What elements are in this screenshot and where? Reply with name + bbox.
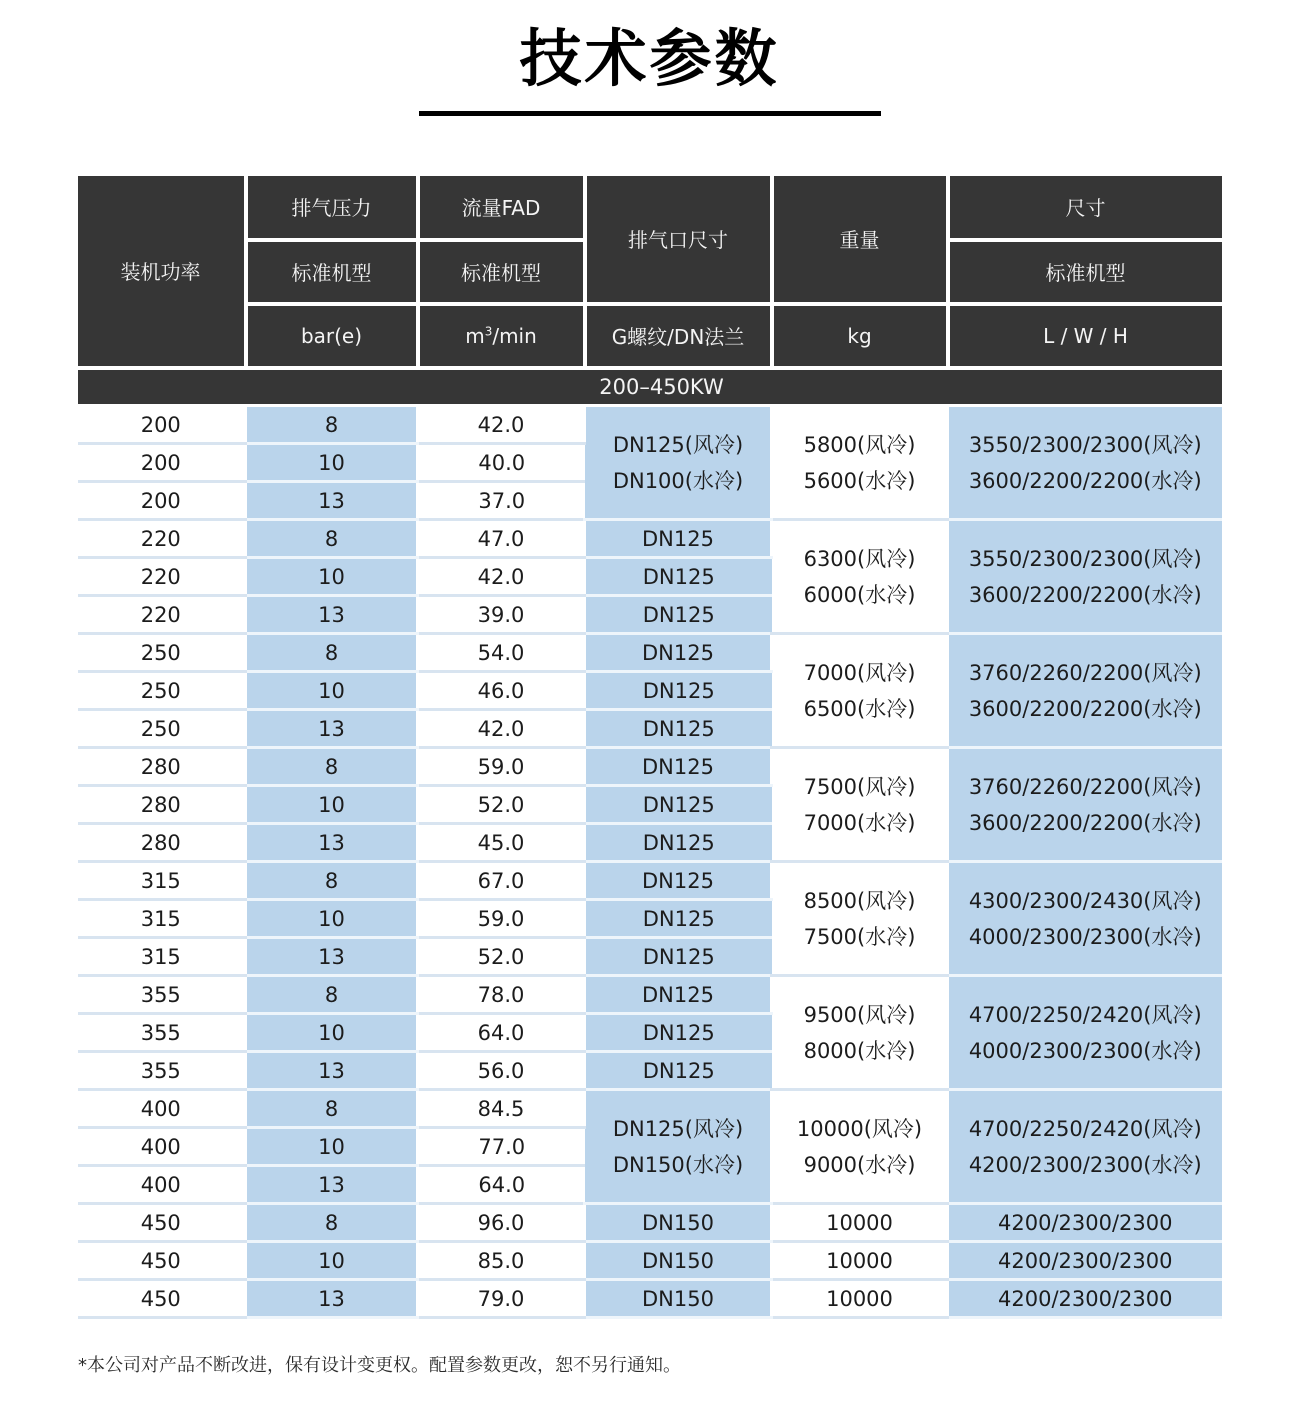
cell-flow: 42.0 <box>418 558 585 596</box>
spec-row <box>78 748 1222 786</box>
cell-pressure: 13 <box>246 596 418 634</box>
header-pressure-unit: bar(e) <box>246 304 418 368</box>
cell-dims <box>948 748 1222 862</box>
cell-power: 200 <box>78 482 246 520</box>
cell-weight-line: 7500(风冷) <box>803 774 916 799</box>
header-flow-title: 流量FAD <box>418 176 585 240</box>
cell-dims-line: 4300/2300/2430(风冷) <box>968 888 1202 913</box>
cell-pressure: 13 <box>246 938 418 976</box>
spec-row <box>78 1280 1222 1318</box>
cell-flow: 54.0 <box>418 634 585 672</box>
cell-pressure: 8 <box>246 406 418 444</box>
spec-row <box>78 976 1222 1014</box>
cell-weight-line: 9000(水冷) <box>803 1152 916 1177</box>
header-row-1 <box>78 176 1222 240</box>
spec-row <box>78 406 1222 444</box>
header-weight-unit: kg <box>772 304 948 368</box>
page-title: 技术参数 <box>519 22 780 95</box>
cell-weight-line: 6000(水冷) <box>803 582 916 607</box>
cell-pressure: 8 <box>246 520 418 558</box>
cell-flow: 42.0 <box>418 710 585 748</box>
cell-outlet: DN150 <box>585 1204 772 1242</box>
cell-dims <box>948 1090 1222 1204</box>
spec-table-body <box>78 368 1222 1318</box>
cell-flow: 78.0 <box>418 976 585 1014</box>
cell-flow: 64.0 <box>418 1166 585 1204</box>
section-label: 200–450KW <box>78 368 1222 406</box>
cell-pressure: 10 <box>246 900 418 938</box>
cell-outlet: DN125 <box>585 558 772 596</box>
cell-dims-line: 3600/2200/2200(水冷) <box>968 468 1202 493</box>
header-flow-sub: 标准机型 <box>418 240 585 304</box>
cell-dims-line: 4000/2300/2300(水冷) <box>968 924 1202 949</box>
cell-flow: 37.0 <box>418 482 585 520</box>
cell-outlet: DN125 <box>585 634 772 672</box>
cell-dims: 4200/2300/2300 <box>948 1204 1222 1242</box>
cell-flow: 79.0 <box>418 1280 585 1318</box>
cell-power: 250 <box>78 672 246 710</box>
cell-power: 220 <box>78 558 246 596</box>
cell-dims-line: 3600/2200/2200(水冷) <box>968 810 1202 835</box>
footnote: *本公司对产品不断改进，保有设计变更权。配置参数更改，恕不另行通知。 <box>78 1355 681 1377</box>
cell-flow: 46.0 <box>418 672 585 710</box>
cell-dims-line: 3550/2300/2300(风冷) <box>968 546 1202 571</box>
cell-flow: 56.0 <box>418 1052 585 1090</box>
cell-dims-line: 3760/2260/2200(风冷) <box>968 660 1202 685</box>
cell-outlet: DN125 <box>585 862 772 900</box>
header-pressure-sub: 标准机型 <box>246 240 418 304</box>
header-power: 装机功率 <box>78 176 246 368</box>
cell-dims <box>948 520 1222 634</box>
cell-pressure: 10 <box>246 786 418 824</box>
cell-flow: 59.0 <box>418 748 585 786</box>
cell-dims-line: 4000/2300/2300(水冷) <box>968 1038 1202 1063</box>
cell-dims <box>948 976 1222 1090</box>
cell-outlet <box>585 1090 772 1204</box>
cell-outlet: DN125 <box>585 938 772 976</box>
header-flow-unit <box>418 304 585 368</box>
title-underline <box>419 111 881 116</box>
cell-pressure: 8 <box>246 748 418 786</box>
cell-power: 400 <box>78 1166 246 1204</box>
cell-dims <box>948 634 1222 748</box>
cell-outlet: DN150 <box>585 1280 772 1318</box>
cell-outlet: DN125 <box>585 1052 772 1090</box>
cell-weight <box>772 634 948 748</box>
cell-pressure: 8 <box>246 862 418 900</box>
cell-pressure: 10 <box>246 444 418 482</box>
cell-weight-line: 7000(风冷) <box>803 660 916 685</box>
cell-dims-line: 3600/2200/2200(水冷) <box>968 582 1202 607</box>
cell-weight <box>772 862 948 976</box>
cell-power: 315 <box>78 862 246 900</box>
cell-flow: 67.0 <box>418 862 585 900</box>
cell-power: 315 <box>78 900 246 938</box>
cell-pressure: 8 <box>246 1090 418 1128</box>
cell-power: 200 <box>78 444 246 482</box>
cell-dims-line: 4700/2250/2420(风冷) <box>968 1002 1202 1027</box>
cell-flow: 77.0 <box>418 1128 585 1166</box>
cell-pressure: 10 <box>246 1128 418 1166</box>
cell-weight-line: 7000(水冷) <box>803 810 916 835</box>
cell-outlet: DN125 <box>585 520 772 558</box>
cell-outlet: DN125 <box>585 900 772 938</box>
spec-row <box>78 1242 1222 1280</box>
cell-power: 450 <box>78 1280 246 1318</box>
flow-unit-rest: /min <box>492 323 537 348</box>
cell-dims-line: 4700/2250/2420(风冷) <box>968 1116 1202 1141</box>
cell-dims: 4200/2300/2300 <box>948 1242 1222 1280</box>
cell-flow: 84.5 <box>418 1090 585 1128</box>
cell-outlet: DN125 <box>585 976 772 1014</box>
spec-table <box>78 176 1222 1320</box>
cell-weight-line: 7500(水冷) <box>803 924 916 949</box>
cell-power: 220 <box>78 596 246 634</box>
header-dims-unit: L / W / H <box>948 304 1222 368</box>
cell-outlet-line: DN125(风冷) <box>612 1116 744 1141</box>
cell-power: 450 <box>78 1204 246 1242</box>
spec-row <box>78 634 1222 672</box>
cell-pressure: 10 <box>246 672 418 710</box>
cell-flow: 59.0 <box>418 900 585 938</box>
cell-dims-line: 3600/2200/2200(水冷) <box>968 696 1202 721</box>
cell-weight-line: 6300(风冷) <box>803 546 916 571</box>
cell-dims: 4200/2300/2300 <box>948 1280 1222 1318</box>
cell-flow: 52.0 <box>418 786 585 824</box>
cell-outlet: DN125 <box>585 748 772 786</box>
cell-pressure: 13 <box>246 1052 418 1090</box>
cell-weight-line: 6500(水冷) <box>803 696 916 721</box>
cell-weight-line: 10000(风冷) <box>796 1116 923 1141</box>
cell-outlet: DN125 <box>585 786 772 824</box>
cell-pressure: 8 <box>246 634 418 672</box>
cell-dims-line: 3550/2300/2300(风冷) <box>968 432 1202 457</box>
cell-power: 315 <box>78 938 246 976</box>
spec-row <box>78 520 1222 558</box>
cell-power: 400 <box>78 1090 246 1128</box>
cell-outlet: DN125 <box>585 1014 772 1052</box>
cell-power: 280 <box>78 786 246 824</box>
cell-flow: 52.0 <box>418 938 585 976</box>
cell-weight: 10000 <box>772 1204 948 1242</box>
spec-row <box>78 1090 1222 1128</box>
cell-outlet: DN150 <box>585 1242 772 1280</box>
cell-power: 250 <box>78 710 246 748</box>
cell-power: 355 <box>78 1014 246 1052</box>
cell-pressure: 10 <box>246 1014 418 1052</box>
cell-weight <box>772 406 948 520</box>
cell-power: 280 <box>78 824 246 862</box>
cell-power: 220 <box>78 520 246 558</box>
cell-weight-line: 5600(水冷) <box>803 468 916 493</box>
header-outlet-title: 排气口尺寸 <box>585 176 772 304</box>
header-row-3 <box>78 304 1222 368</box>
cell-pressure: 13 <box>246 482 418 520</box>
cell-weight <box>772 748 948 862</box>
cell-outlet <box>585 406 772 520</box>
cell-outlet: DN125 <box>585 710 772 748</box>
flow-unit-sup: 3 <box>484 324 493 339</box>
cell-pressure: 13 <box>246 710 418 748</box>
cell-flow: 45.0 <box>418 824 585 862</box>
cell-dims <box>948 862 1222 976</box>
cell-dims-line: 3760/2260/2200(风冷) <box>968 774 1202 799</box>
cell-flow: 40.0 <box>418 444 585 482</box>
cell-pressure: 8 <box>246 976 418 1014</box>
cell-power: 400 <box>78 1128 246 1166</box>
cell-flow: 39.0 <box>418 596 585 634</box>
cell-flow: 42.0 <box>418 406 585 444</box>
cell-weight-line: 9500(风冷) <box>803 1002 916 1027</box>
header-dims-title: 尺寸 <box>948 176 1222 240</box>
cell-weight <box>772 520 948 634</box>
cell-outlet: DN125 <box>585 672 772 710</box>
cell-pressure: 13 <box>246 1166 418 1204</box>
spec-table-header <box>78 176 1222 368</box>
cell-outlet-line: DN100(水冷) <box>612 468 744 493</box>
cell-power: 280 <box>78 748 246 786</box>
spec-row <box>78 862 1222 900</box>
cell-weight <box>772 1090 948 1204</box>
spec-row <box>78 1204 1222 1242</box>
flow-unit-base: m <box>465 323 485 348</box>
cell-outlet: DN125 <box>585 824 772 862</box>
cell-weight: 10000 <box>772 1242 948 1280</box>
cell-outlet: DN125 <box>585 596 772 634</box>
cell-pressure: 8 <box>246 1204 418 1242</box>
cell-flow: 47.0 <box>418 520 585 558</box>
header-dims-sub: 标准机型 <box>948 240 1222 304</box>
cell-flow: 85.0 <box>418 1242 585 1280</box>
cell-power: 450 <box>78 1242 246 1280</box>
header-weight-title: 重量 <box>772 176 948 304</box>
cell-pressure: 10 <box>246 558 418 596</box>
cell-weight-line: 8500(风冷) <box>803 888 916 913</box>
cell-weight-line: 8000(水冷) <box>803 1038 916 1063</box>
cell-weight-line: 5800(风冷) <box>803 432 916 457</box>
section-row <box>78 368 1222 406</box>
cell-weight <box>772 976 948 1090</box>
cell-dims-line: 4200/2300/2300(水冷) <box>968 1152 1202 1177</box>
cell-power: 200 <box>78 406 246 444</box>
cell-flow: 96.0 <box>418 1204 585 1242</box>
cell-weight: 10000 <box>772 1280 948 1318</box>
header-outlet-unit: G螺纹/DN法兰 <box>585 304 772 368</box>
cell-pressure: 10 <box>246 1242 418 1280</box>
cell-outlet-line: DN150(水冷) <box>612 1152 744 1177</box>
cell-dims <box>948 406 1222 520</box>
cell-outlet-line: DN125(风冷) <box>612 432 744 457</box>
cell-power: 355 <box>78 976 246 1014</box>
header-pressure-title: 排气压力 <box>246 176 418 240</box>
cell-power: 250 <box>78 634 246 672</box>
cell-flow: 64.0 <box>418 1014 585 1052</box>
cell-power: 355 <box>78 1052 246 1090</box>
cell-pressure: 13 <box>246 824 418 862</box>
cell-pressure: 13 <box>246 1280 418 1318</box>
